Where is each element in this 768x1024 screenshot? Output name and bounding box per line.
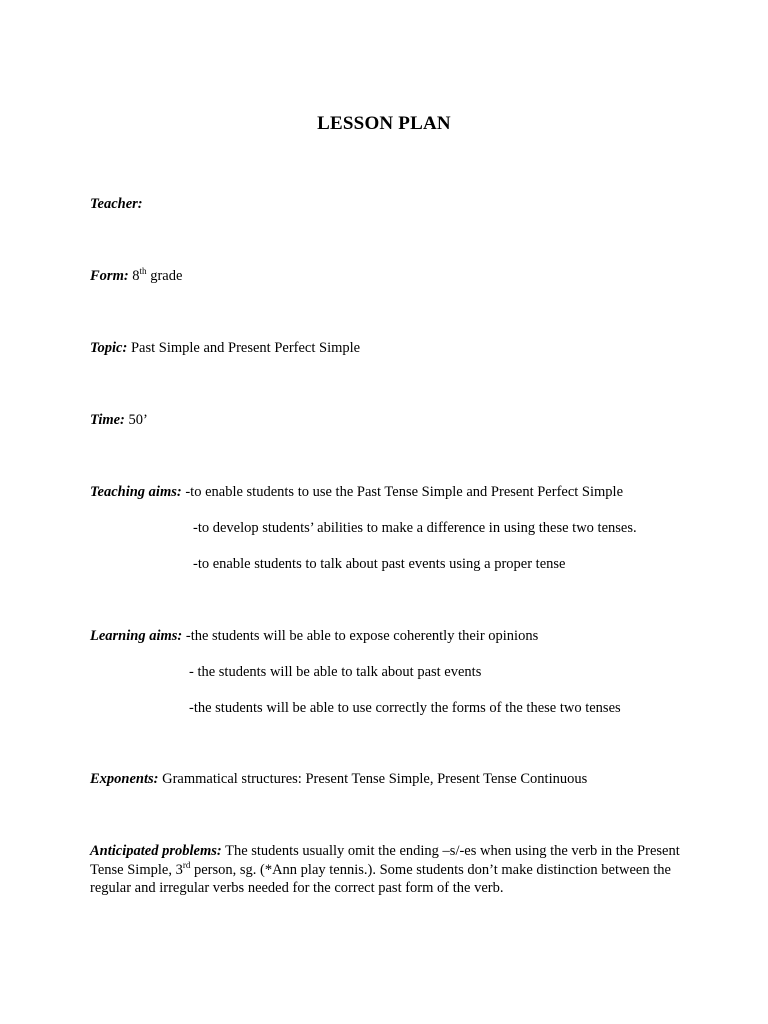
exponents-label: Exponents:: [90, 771, 159, 787]
teaching-aim-item: -to enable students to talk about past events using a proper tense: [193, 556, 566, 572]
anticipated-problems-text-1: The students usually omit the ending –s/-es when using the verb in the Present Tense Simple, 3: [90, 843, 680, 878]
exponents-line: [90, 770, 587, 788]
teaching-aims-label: Teaching aims:: [90, 484, 182, 500]
time-line: [90, 411, 148, 429]
teacher-label: Teacher:: [90, 196, 143, 212]
anticipated-problems-sup: rd: [182, 859, 191, 870]
anticipated-problems-paragraph: [90, 842, 690, 898]
anticipated-problems-label: Anticipated problems:: [90, 843, 222, 859]
time-label: Time:: [90, 412, 125, 428]
learning-aims-line-1: [90, 627, 538, 645]
page-title: LESSON PLAN: [317, 113, 451, 134]
form-label: Form:: [90, 268, 129, 284]
topic-value: Past Simple and Present Perfect Simple: [127, 340, 361, 356]
learning-aim-item: - the students will be able to talk about past events: [189, 664, 482, 680]
exponents-value: Grammatical structures: Present Tense Simple, Present Tense Continuous: [158, 771, 588, 787]
anticipated-problems-text-2: person, sg. (*Ann play tennis.). Some students don’t make distinction between the regular and irregular verbs needed for the correct past form of the verb.: [90, 861, 671, 896]
form-value-rest: grade: [146, 268, 183, 284]
topic-label: Topic:: [90, 340, 128, 356]
topic-line: [90, 339, 360, 357]
learning-aims-label: Learning aims:: [90, 628, 183, 644]
form-line: [90, 267, 182, 285]
teaching-aim-item: -to develop students’ abilities to make a difference in using these two tenses.: [193, 520, 637, 536]
teacher-line: [90, 195, 143, 213]
teaching-aims-line-1: [90, 483, 623, 501]
teaching-aim-item: -to enable students to use the Past Tense Simple and Present Perfect Simple: [181, 484, 624, 500]
form-value-number: 8: [132, 268, 140, 284]
learning-aim-item: -the students will be able to use correctly the forms of the these two tenses: [189, 700, 621, 716]
learning-aim-item: -the students will be able to expose coherently their opinions: [182, 628, 539, 644]
form-value-sup: th: [139, 266, 147, 276]
time-value: 50’: [124, 412, 148, 428]
